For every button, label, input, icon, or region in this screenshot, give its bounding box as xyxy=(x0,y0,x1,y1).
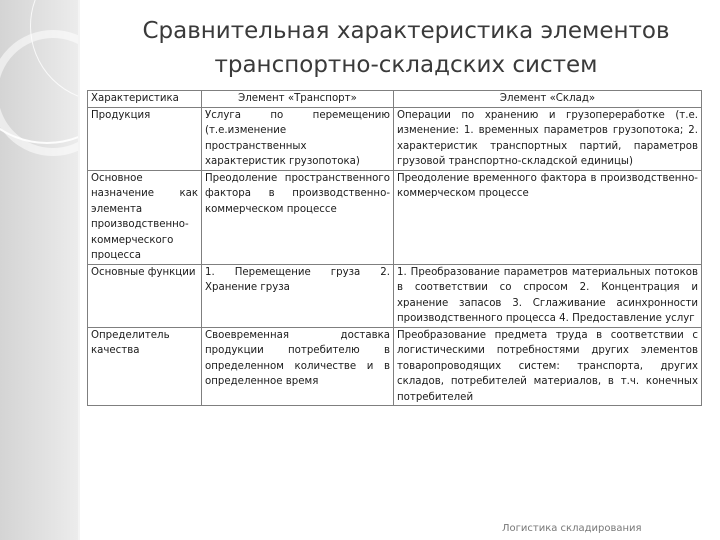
header-transport: Элемент «Транспорт» xyxy=(202,91,394,108)
cell-characteristic: Определитель качества xyxy=(88,327,202,406)
cell-characteristic: Продукция xyxy=(88,107,202,170)
table-header-row xyxy=(88,91,702,108)
cell-characteristic: Основные функции xyxy=(88,264,202,327)
sidebar-divider xyxy=(78,0,80,540)
header-warehouse: Элемент «Склад» xyxy=(394,91,702,108)
header-characteristic: Характеристика xyxy=(88,91,202,108)
comparison-table xyxy=(87,90,702,406)
cell-warehouse: Операции по хранению и грузопереработке (т.е. изменение: 1. временных параметров грузопотока; 2. характеристик транспортных партий, параметров грузовой транспортно-складской единицы) xyxy=(394,107,702,170)
cell-warehouse: Преодоление временного фактора в производственно-коммерческом процессе xyxy=(394,170,702,264)
cell-warehouse: Преобразование предмета труда в соответствии с логистическими потребностями других элементов товаропроводящих систем: транспорта, других складов, потребителей материалов, в т.ч. конечных потребителей xyxy=(394,327,702,406)
decorative-sidebar xyxy=(0,0,78,540)
cell-transport: 1. Перемещение груза 2. Хранение груза xyxy=(202,264,394,327)
table-row xyxy=(88,107,702,170)
slide-title-line-1: Сравнительная характеристика элементов xyxy=(142,18,670,44)
footer-caption: Логистика складирования xyxy=(502,523,642,534)
cell-characteristic: Основное назначение как элемента производственно-коммерческого процесса xyxy=(88,170,202,264)
table-row xyxy=(88,327,702,406)
cell-transport: Своевременная доставка продукции потребителю в определенном количестве и в определенное время xyxy=(202,327,394,406)
slide-title-line-2: транспортно-складских систем xyxy=(214,52,598,78)
slide-title xyxy=(96,14,716,82)
table-row xyxy=(88,264,702,327)
cell-transport: Услуга по перемещению (т.е.изменение пространственных характеристик грузопотока) xyxy=(202,107,394,170)
cell-warehouse: 1. Преобразование параметров материальных потоков в соответствии со спросом 2. Концентрация и хранение запасов 3. Сглаживание асинхронности производственного процесса 4. Предоставление услуг xyxy=(394,264,702,327)
cell-transport: Преодоление пространственного фактора в производственно-коммерческом процессе xyxy=(202,170,394,264)
table-row xyxy=(88,170,702,264)
